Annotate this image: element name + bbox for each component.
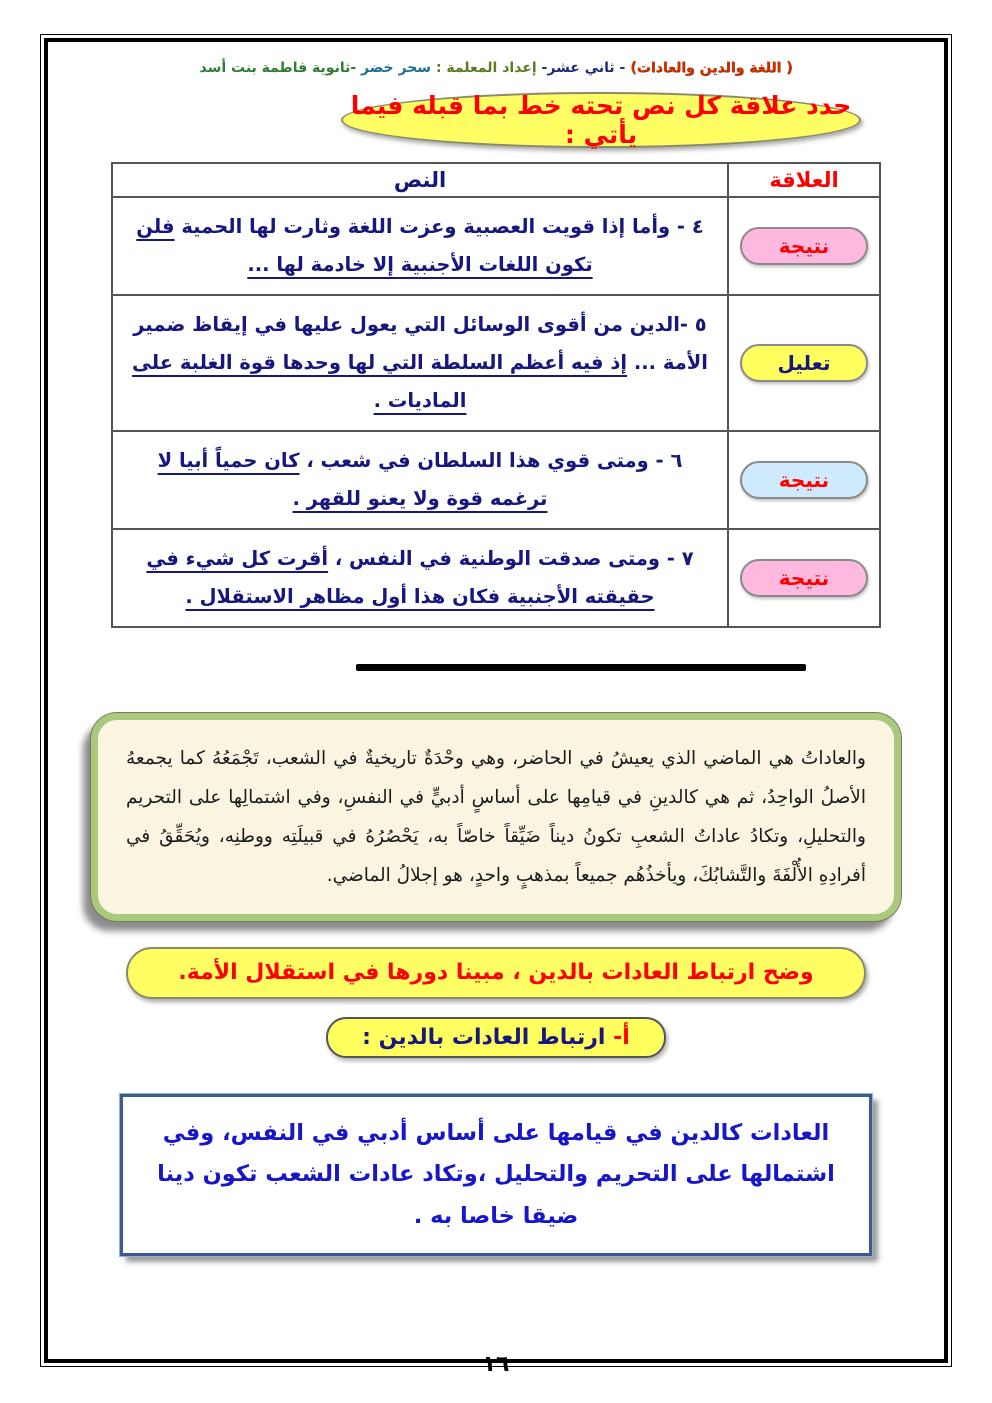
question2-title-banner (126, 947, 866, 999)
header-school-name: -ثانوية فاطمة بنت أسد (199, 60, 357, 76)
relation-cell (728, 197, 880, 295)
relation-pill: نتيجة (740, 559, 868, 597)
page-content (58, 48, 934, 1378)
question1-title: حدد علاقة كل نص تحته خط بما قبله فيما يأتي : (350, 91, 852, 149)
row-underlined-text: أقرت كل شيء في حقيقته الأجنبية فكان هذا أول مظاهر الاستقلال . (146, 547, 655, 609)
text-column-header: النص (112, 163, 728, 197)
table-row (112, 529, 880, 627)
text-cell (112, 197, 728, 295)
page-number: ١٦ (482, 1352, 510, 1378)
text-cell (112, 529, 728, 627)
passage-text: والعاداتُ هي الماضي الذي يعيشُ في الحاضر، وهي وحْدَةٌ تاريخيةٌ في الشعب، تَجْمَعُهُ كما يجمعهُ الأصلُ الواحِدُ، ثم هي كالدينِ في قيامِها على أساسٍ أدبيٍّ في النفسِ، وفي اشتمالِها على التحريم والتحليلِ، وتكادُ عاداتُ الشعبِ تكونُ ديناً ضَيِّقاً خاصّاً به، يَحْصُرُهُ في قبيلَتِه ووطنِه، ويُحَقِّقُ في أفرادِهِ الأُلْفَةَ والتَّشابُكَ، ويأخذُهُم جميعاً بمذهبٍ واحدٍ، هو إجلالُ الماضي. (126, 748, 866, 886)
table-header-row (112, 163, 880, 197)
table-row (112, 431, 880, 529)
relation-column-header: العلاقة (728, 163, 880, 197)
relation-cell (728, 431, 880, 529)
row-text: ٥ -الدين من أقوى الوسائل التي يعول عليها في إيقاظ ضمير الأمة ... (133, 313, 708, 375)
relation-cell (728, 295, 880, 431)
answer-box (120, 1094, 872, 1257)
row-underlined-text: فلن تكون اللغات الأجنبية إلا خادمة لها ... (136, 215, 593, 277)
question1-title-banner (341, 92, 861, 148)
relation-pill: نتيجة (740, 227, 868, 265)
question2-title: وضح ارتباط العادات بالدين ، مبينا دورها في استقلال الأمة. (178, 960, 814, 986)
header-teacher-name: سحر خضر (356, 60, 432, 76)
header-grade: - ثاني عشر- (536, 60, 626, 76)
answer-text: العادات كالدين في قيامها على أساس أدبي في النفس، وفي اشتمالها على التحريم والتحليل ،وتكاد عادات الشعب تكون دينا ضيقا خاصا به . (157, 1119, 835, 1229)
subheading-pill (326, 1017, 666, 1058)
table-row (112, 197, 880, 295)
relation-pill: نتيجة (740, 461, 868, 499)
header-subject: ( اللغة والدين والعادات) (625, 60, 793, 76)
text-cell (112, 295, 728, 431)
relation-cell (728, 529, 880, 627)
row-text: ٦ - ومتى قوي هذا السلطان في شعب ، (299, 449, 683, 473)
row-text: ٧ - ومتى صدقت الوطنية في النفس ، (328, 547, 694, 571)
row-underlined-text: كان حمياً أبيا لا ترغمه قوة ولا يعنو للقهر . (157, 449, 548, 511)
table-row (112, 295, 880, 431)
header-prepared-by: إعداد المعلمة : (431, 60, 537, 76)
relation-pill: تعليل (740, 344, 868, 382)
subheading-label: ارتباط العادات بالدين : (362, 1024, 614, 1050)
subheading-letter: أ- (613, 1024, 630, 1050)
passage-box (91, 713, 901, 920)
text-cell (112, 431, 728, 529)
section-divider (356, 664, 806, 671)
row-text: ٤ - وأما إذا قويت العصبية وعزت اللغة وثارت لها الحمية (174, 215, 704, 238)
document-header (58, 60, 934, 76)
row-underlined-text: إذ فيه أعظم السلطة التي لها وحدها قوة الغلبة على الماديات . (132, 351, 628, 413)
relations-table (111, 162, 881, 628)
